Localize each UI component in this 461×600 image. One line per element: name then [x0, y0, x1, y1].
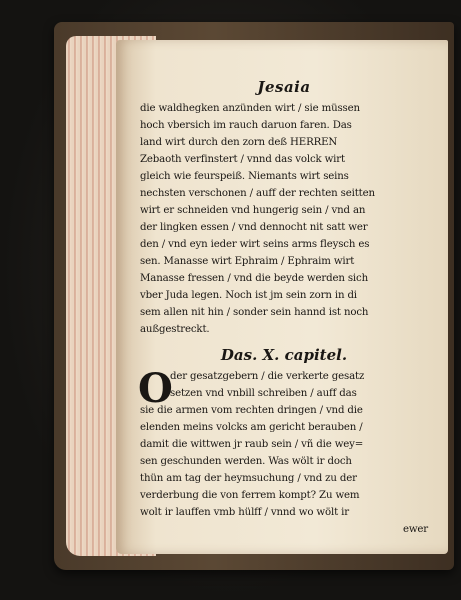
text-line: vber Juda legen. Noch ist jm sein zorn in di — [140, 290, 357, 301]
text-line: sem allen nit hin / sonder sein hannd ist noch — [140, 307, 369, 318]
chapter-paragraph — [138, 365, 428, 538]
text-line: gleich wie feurspeiß. Niemants wirt seins — [140, 171, 349, 182]
chapter-heading: Das. X. capitel. — [220, 346, 348, 364]
text-line: wirt er schneiden vnd hungerig sein / vnd an — [140, 205, 366, 216]
text-line: wolt ir lauffen vmb hülff / vnnd wo wölt ir — [140, 507, 349, 518]
text-line: nechsten verschonen / auff der rechten seitten — [140, 188, 375, 199]
catchword: ewer — [402, 524, 428, 535]
text-line: den / vnd eyn ieder wirt seins arms fleysch es — [140, 239, 370, 250]
text-line: der lingken essen / vnd dennocht nit satt wer — [140, 222, 368, 233]
text-line: setzen vnd vnbill schreiben / auff das — [170, 388, 357, 399]
text-line: der gesatzgebern / die verkerte gesatz — [170, 371, 365, 382]
text-line: sen geschunden werden. Was wölt ir doch — [140, 456, 352, 467]
top-paragraph — [140, 100, 428, 338]
text-line: Manasse fressen / vnd die beyde werden sich — [140, 273, 368, 284]
text-line: land wirt durch den zorn deß HERREN — [140, 137, 338, 148]
text-line: damit die wittwen jr raub sein / vñ die wey= — [140, 439, 364, 450]
running-head: Jesaia — [257, 78, 311, 96]
text-line: hoch vbersich im rauch daruon faren. Das — [140, 120, 352, 131]
page-text — [140, 78, 428, 538]
text-line: elenden meins volcks am gericht berauben / — [140, 422, 363, 433]
drop-cap-initial: O — [138, 365, 173, 412]
text-line: verderbung die von ferrem kompt? Zu wem — [140, 490, 360, 501]
text-line: Zebaoth verfinstert / vnnd das volck wirt — [140, 154, 345, 165]
text-line: sen. Manasse wirt Ephraim / Ephraim wirt — [140, 256, 355, 267]
text-line: die waldhegken anzünden wirt / sie müssen — [140, 103, 360, 114]
text-line: thün am tag der heymsuchung / vnd zu der — [140, 473, 357, 484]
text-line: außgestreckt. — [140, 324, 210, 335]
text-line: sie die armen vom rechten dringen / vnd die — [140, 405, 363, 416]
